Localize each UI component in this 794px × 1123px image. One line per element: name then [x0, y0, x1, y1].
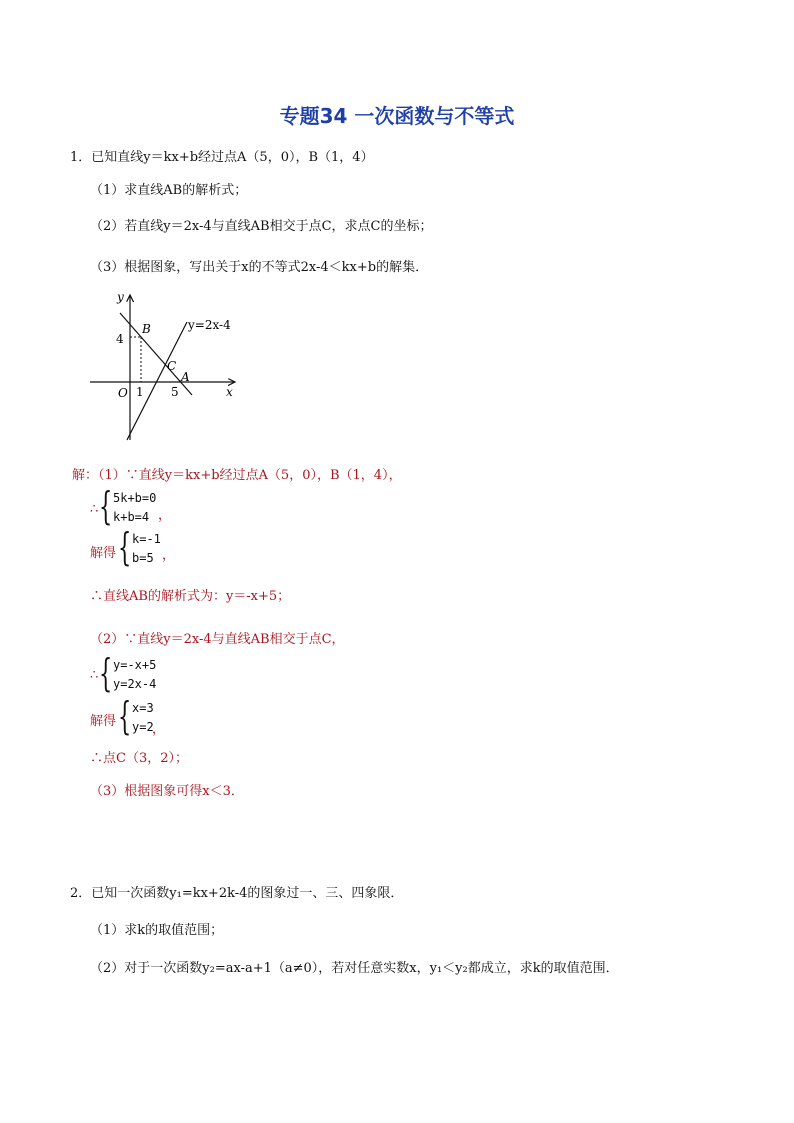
line-2x-4: [127, 322, 187, 440]
system-4-eq2: y=2: [132, 720, 154, 734]
solution-part3: （3）根据图象可得x＜3．: [90, 784, 244, 799]
label-one: 1: [136, 385, 144, 399]
brace-2: {: [118, 525, 132, 569]
brace-1: {: [99, 484, 113, 528]
system-3-eq1: y=-x+5: [113, 658, 157, 672]
therefore-2: ∴: [90, 668, 99, 683]
q1-part3: （3）根据图象，写出关于x的不等式2x-4＜kx+b的解集．: [90, 260, 429, 275]
page-title: 专题34 一次函数与不等式: [279, 104, 515, 128]
comma-3: ，: [152, 722, 166, 737]
q2-stem: 2．已知一次函数y₁=kx+2k-4的图象过一、三、四象限．: [70, 886, 404, 901]
solution-part2: （2）∵直线y＝2x-4与直线AB相交于点C，: [90, 632, 345, 647]
system-1-eq1: 5k+b=0: [113, 491, 157, 505]
system-3: [99, 651, 179, 696]
comma-2: ，: [162, 548, 176, 563]
label-y: y: [117, 290, 124, 304]
solve-label-1: 解得: [90, 546, 117, 561]
solution-part1: 解：（1）∵直线y＝kx+b经过点A（5，0），B（1，4），: [72, 468, 402, 483]
system-1-equations: [113, 489, 156, 527]
label-o: O: [118, 386, 128, 400]
system-2-equations: [132, 530, 161, 568]
brace-4: {: [118, 694, 132, 738]
solution-point-c: ∴点C（3，2）；: [90, 751, 188, 766]
system-3-equations: [113, 656, 156, 694]
label-line-2x-4: y=2x-4: [188, 318, 231, 332]
q1-part2: （2）若直线y＝2x-4与直线AB相交于点C，求点C的坐标；: [90, 219, 433, 234]
system-4-eq1: x=3: [132, 701, 154, 715]
system-4: [118, 694, 178, 739]
label-a: A: [181, 370, 190, 384]
solve-label-2: 解得: [90, 714, 117, 729]
coordinate-figure: [80, 285, 260, 450]
label-x: x: [226, 385, 233, 399]
q1-part1: （1）求直线AB的解析式；: [90, 183, 248, 198]
system-1-eq2: k+b=4: [113, 510, 150, 524]
q2-part1: （1）求k的取值范围；: [90, 923, 224, 938]
comma-1: ，: [158, 508, 172, 523]
therefore-1: ∴: [90, 502, 99, 517]
label-five: 5: [171, 385, 179, 399]
system-3-eq2: y=2x-4: [113, 677, 157, 691]
q1-stem: 1．已知直线y＝kx+b经过点A（5，0），B（1，4）: [70, 150, 374, 165]
label-c: C: [167, 359, 177, 373]
q2-part2: （2）对于一次函数y₂=ax-a+1（a≠0），若对任意实数x，y₁＜y₂都成立，求k的取值范围．: [90, 961, 619, 976]
solution-line-ab: ∴直线AB的解析式为：y＝-x+5；: [90, 589, 291, 604]
label-four: 4: [116, 332, 124, 346]
system-2-eq1: k=-1: [132, 532, 161, 546]
brace-3: {: [99, 651, 113, 695]
label-b: B: [142, 322, 151, 336]
system-4-equations: [132, 699, 154, 737]
system-2-eq2: b=5: [132, 551, 154, 565]
